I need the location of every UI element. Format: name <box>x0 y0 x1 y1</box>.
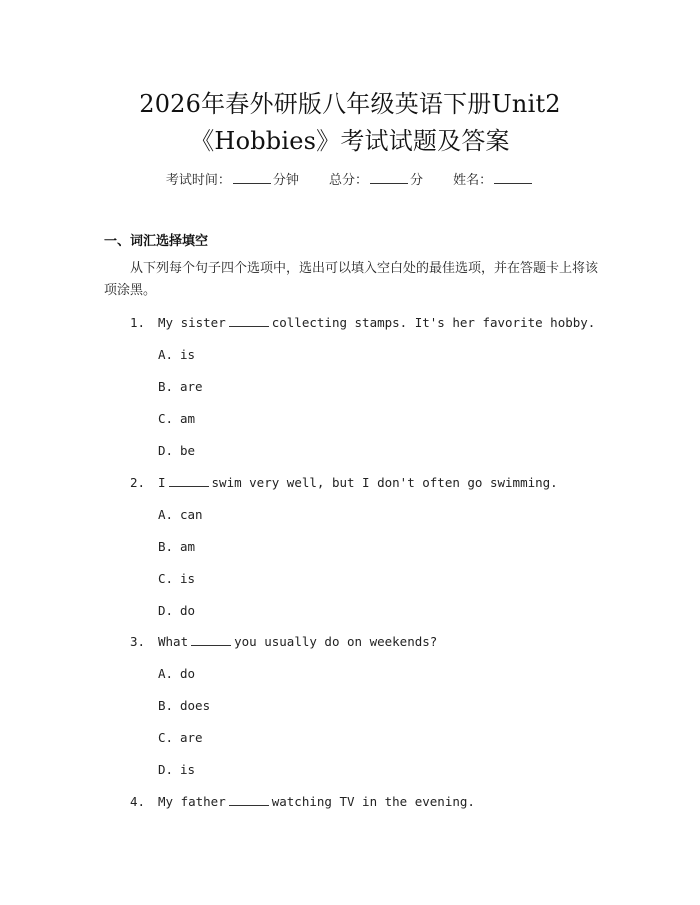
question-text-after: swim very well, but I don't often go swimming. <box>211 475 558 490</box>
option-text: do <box>180 666 196 681</box>
option-text: are <box>180 379 203 394</box>
question-text-before: I <box>158 475 166 490</box>
name-field <box>453 173 534 188</box>
option-3a <box>158 666 195 681</box>
option-letter: D. <box>158 762 174 777</box>
section-instruction: 从下列每个句子四个选项中，选出可以填入空白处的最佳选项，并在答题卡上将该项涂黑。 <box>104 261 599 298</box>
option-text: does <box>180 698 211 713</box>
option-letter: C. <box>158 571 174 586</box>
option-text: is <box>180 571 196 586</box>
score-field <box>329 173 427 188</box>
answer-blank <box>191 635 231 646</box>
question-number: 3. <box>130 634 146 649</box>
option-text: am <box>180 539 196 554</box>
option-1b <box>158 379 203 394</box>
score-blank <box>370 172 408 184</box>
option-2d <box>158 603 195 618</box>
option-letter: C. <box>158 730 174 745</box>
option-letter: B. <box>158 698 174 713</box>
option-letter: D. <box>158 603 174 618</box>
question-2 <box>130 475 558 490</box>
option-1a <box>158 347 195 362</box>
name-blank <box>494 172 532 184</box>
option-1d <box>158 443 195 458</box>
question-number: 2. <box>130 475 146 490</box>
option-1c <box>158 411 195 426</box>
exam-title-line1: 2026年春外研版八年级英语下册Unit2 <box>139 90 561 118</box>
option-text: am <box>180 411 196 426</box>
answer-blank <box>229 316 269 327</box>
option-text: is <box>180 347 196 362</box>
answer-blank <box>169 476 209 487</box>
time-label: 考试时间： <box>165 173 231 188</box>
time-field <box>166 173 303 188</box>
question-4 <box>130 794 475 809</box>
time-unit: 分钟 <box>272 173 299 188</box>
question-text-after: watching TV in the evening. <box>271 794 475 809</box>
option-3d <box>158 762 195 777</box>
option-text: can <box>180 507 203 522</box>
score-unit: 分 <box>410 173 424 188</box>
option-2c <box>158 571 195 586</box>
option-text: is <box>180 762 196 777</box>
option-2a <box>158 507 203 522</box>
option-letter: A. <box>158 347 174 362</box>
question-number: 1. <box>130 315 146 330</box>
option-text: are <box>180 730 203 745</box>
question-text-before: My sister <box>158 315 226 330</box>
option-letter: D. <box>158 443 174 458</box>
option-3b <box>158 698 210 713</box>
time-blank <box>233 172 271 184</box>
score-label: 总分： <box>328 173 368 188</box>
option-letter: B. <box>158 379 174 394</box>
question-text-before: My father <box>158 794 226 809</box>
exam-title-line2: 《Hobbies》考试试题及答案 <box>190 127 510 155</box>
option-letter: A. <box>158 507 174 522</box>
option-text: do <box>180 603 196 618</box>
option-2b <box>158 539 195 554</box>
question-text-after: collecting stamps. It's her favorite hobby. <box>271 315 596 330</box>
section-heading: 一、词汇选择填空 <box>104 234 209 249</box>
name-label: 姓名： <box>453 173 493 188</box>
option-letter: B. <box>158 539 174 554</box>
option-3c <box>158 730 203 745</box>
exam-meta <box>0 169 700 188</box>
question-3 <box>130 634 437 649</box>
answer-blank <box>229 795 269 806</box>
option-text: be <box>180 443 196 458</box>
question-1 <box>130 315 595 330</box>
question-text-after: you usually do on weekends? <box>234 634 438 649</box>
option-letter: C. <box>158 411 174 426</box>
question-text-before: What <box>158 634 189 649</box>
option-letter: A. <box>158 666 174 681</box>
question-number: 4. <box>130 794 146 809</box>
